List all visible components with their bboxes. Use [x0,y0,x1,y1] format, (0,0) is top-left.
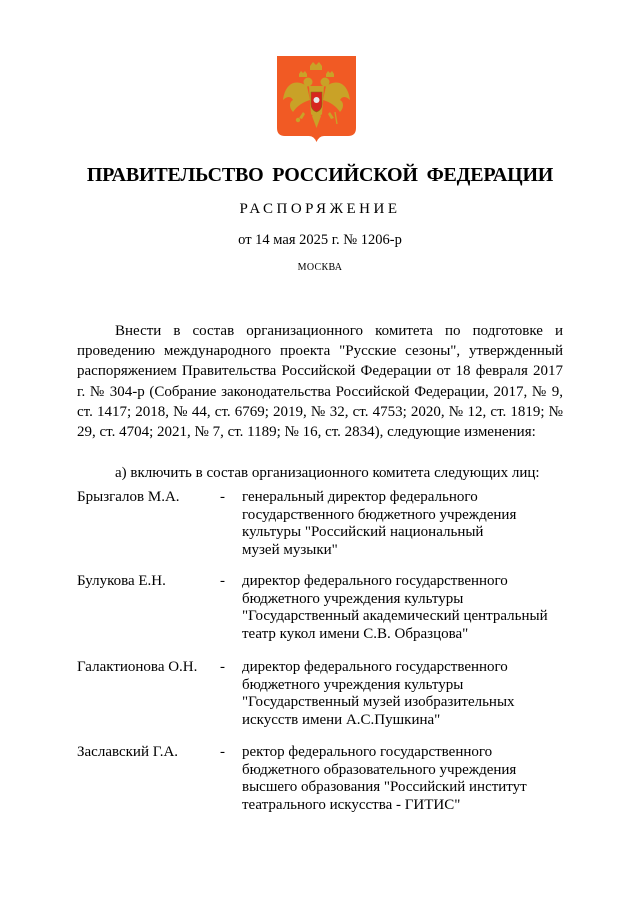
member-position-line: государственного бюджетного учреждения [242,506,517,523]
member-dash: - [220,489,225,505]
state-emblem-icon [277,56,356,142]
member-position-line: театр кукол имени С.В. Образцова" [242,625,469,642]
member-position [242,744,572,814]
member-position-line: культуры "Российский национальный [242,524,484,540]
document-city: МОСКВА [297,262,343,273]
member-position-line: высшего образования "Российский институт [242,779,527,795]
member-position-line: бюджетного учреждения культуры [242,590,464,607]
subpoint-a: а) включить в состав организационного комитета следующих лиц: [115,465,540,481]
member-position-line: директор федерального государственного [242,573,508,589]
member-position [242,489,572,559]
document-date-number: от 14 мая 2025 г. № 1206-р [238,232,402,248]
member-position-line: "Государственный музей изобразительных [242,694,515,710]
member-name: Галактионова О.Н. [77,659,198,675]
member-position-line: музей музыки" [242,541,338,558]
member-position-line: "Государственный академический центральный [242,608,548,624]
document-body [77,321,563,442]
member-position [242,659,572,729]
member-dash: - [220,573,225,589]
member-position-line: генеральный директор федерального [242,489,478,505]
document-type: РАСПОРЯЖЕНИЕ [239,201,401,217]
member-position-line: директор федерального государственного [242,659,508,675]
member-position-line: ректор федерального государственного [242,744,493,760]
issuer-title: ПРАВИТЕЛЬСТВО РОССИЙСКОЙ ФЕДЕРАЦИИ [86,164,554,186]
member-dash: - [220,659,225,675]
member-position-line: бюджетного учреждения культуры [242,676,464,693]
member-name: Булукова Е.Н. [77,573,166,589]
intro-paragraph: Внести в состав организационного комитета по подготовке и проведению международного проекта "Русские сезоны", утвержденный распоряжением Правительства Российской Федерации от 18 февраля 2017 г. № 304-р (Собрание законодательства Российской Федерации, 2017, № 9, ст. 1417; 2018, № 44, ст. 6769; 2019, № 32, ст. 4753; 2020, № 12, ст. 1819; № 29, ст. 4704; 2021, № 7, ст. 1189; № 16, ст. 2834), следующие изменения: [77,323,563,441]
member-position-line: бюджетного образовательного учреждения [242,761,517,778]
member-position-line: театрального искусства - ГИТИС" [242,796,461,813]
member-position-line: искусств имени А.С.Пушкина" [242,711,441,728]
member-name: Заславский Г.А. [77,744,179,760]
member-position [242,573,572,643]
member-dash: - [220,744,225,760]
member-name: Брызгалов М.А. [77,489,180,505]
